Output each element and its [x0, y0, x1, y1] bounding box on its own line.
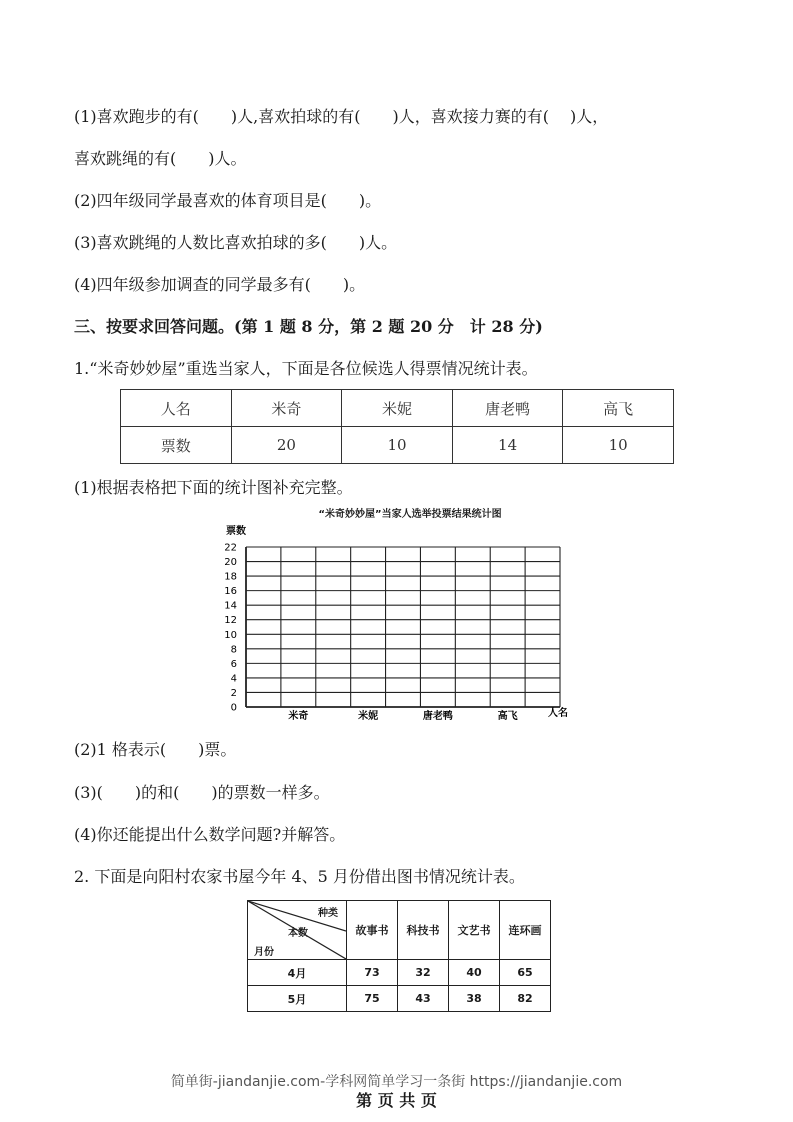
chart-y-axis-label: 票数 [226, 526, 246, 537]
section-3-heading: 三、按要求回答问题。(第 1 题 8 分，第 2 题 20 分 计 28 分) [74, 317, 543, 336]
problem-1-intro: 1.“米奇妙妙屋”重选当家人，下面是各位候选人得票情况统计表。 [74, 359, 538, 378]
table-cell: 32 [398, 960, 449, 986]
x-tick-label: 高飞 [497, 711, 518, 722]
y-tick-label: 0 [230, 702, 237, 714]
table-cell: 票数 [121, 427, 232, 464]
y-tick-label: 20 [224, 557, 237, 569]
chart-x-labels [287, 709, 518, 722]
chart-title: “米奇妙妙屋”当家人选举投票结果统计图 [318, 509, 502, 520]
question-4: (4)四年级参加调查的同学最多有( )。 [74, 275, 366, 294]
vote-bar-chart [216, 520, 586, 725]
question-1-line-2: 喜欢跳绳的有( )人。 [74, 149, 247, 168]
y-tick-label: 10 [224, 629, 237, 641]
y-tick-label: 2 [230, 687, 237, 699]
table-row [121, 427, 674, 464]
column-header: 连环画 [500, 901, 551, 960]
footer-site-text: 简单街-jiandanjie.com-学科网简单学习一条街 https://jiandanjie.com [170, 1074, 623, 1090]
books-table [247, 900, 551, 1012]
table-cell: 43 [398, 986, 449, 1012]
table-cell: 73 [347, 960, 398, 986]
table-cell: 唐老鸭 [452, 390, 563, 427]
table-cell: 40 [449, 960, 500, 986]
table-cell: 14 [452, 427, 563, 464]
y-tick-label: 16 [224, 586, 237, 598]
x-tick-label: 米妮 [358, 711, 379, 722]
y-tick-label: 6 [230, 658, 237, 670]
table-cell: 高飞 [563, 390, 674, 427]
table-row [121, 390, 674, 427]
row-header: 4月 [248, 960, 347, 986]
table-cell: 10 [342, 427, 453, 464]
table-cell: 38 [449, 986, 500, 1012]
table-row [248, 960, 551, 986]
y-tick-label: 18 [224, 571, 237, 583]
table-cell: 82 [500, 986, 551, 1012]
corner-label-month: 月份 [254, 947, 274, 958]
problem-1-sub-1: (1)根据表格把下面的统计图补充完整。 [74, 478, 353, 497]
y-tick-label: 14 [224, 600, 237, 612]
table-cell: 10 [563, 427, 674, 464]
x-tick-label: 唐老鸭 [422, 711, 453, 722]
table-cell: 20 [231, 427, 342, 464]
table-cell: 75 [347, 986, 398, 1012]
column-header: 故事书 [347, 901, 398, 960]
y-tick-label: 8 [230, 644, 237, 656]
problem-2-intro: 2. 下面是向阳村农家书屋今年 4、5 月份借出图书情况统计表。 [74, 867, 525, 886]
table-row [248, 986, 551, 1012]
row-header: 5月 [248, 986, 347, 1012]
table-cell: 人名 [121, 390, 232, 427]
question-1-line-1: (1)喜欢跑步的有( )人,喜欢拍球的有( )人，喜欢接力赛的有( )人， [74, 107, 609, 126]
chart-grid [246, 547, 560, 707]
column-header: 文艺书 [449, 901, 500, 960]
problem-1-sub-3: (3)( )的和( )的票数一样多。 [74, 783, 330, 802]
table-row [248, 901, 551, 960]
corner-label-count: 本数 [288, 928, 308, 939]
y-tick-label: 22 [224, 542, 237, 554]
table-cell: 米妮 [342, 390, 453, 427]
footer-page-number: 第 页 共 页 [356, 1091, 437, 1110]
table-corner-cell [248, 901, 347, 960]
column-header: 科技书 [398, 901, 449, 960]
corner-label-category: 种类 [318, 908, 338, 919]
y-tick-label: 12 [224, 615, 237, 627]
question-2: (2)四年级同学最喜欢的体育项目是( )。 [74, 191, 382, 210]
candidates-table [120, 389, 674, 464]
chart-x-axis-label: 人名 [548, 708, 568, 719]
y-tick-label: 4 [230, 673, 237, 685]
problem-1-sub-4: (4)你还能提出什么数学问题?并解答。 [74, 825, 346, 844]
question-3: (3)喜欢跳绳的人数比喜欢拍球的多( )人。 [74, 233, 398, 252]
chart-y-ticks [224, 543, 237, 714]
table-cell: 米奇 [231, 390, 342, 427]
x-tick-label: 米奇 [288, 711, 309, 722]
problem-1-sub-2: (2)1 格表示( )票。 [74, 740, 237, 759]
table-cell: 65 [500, 960, 551, 986]
